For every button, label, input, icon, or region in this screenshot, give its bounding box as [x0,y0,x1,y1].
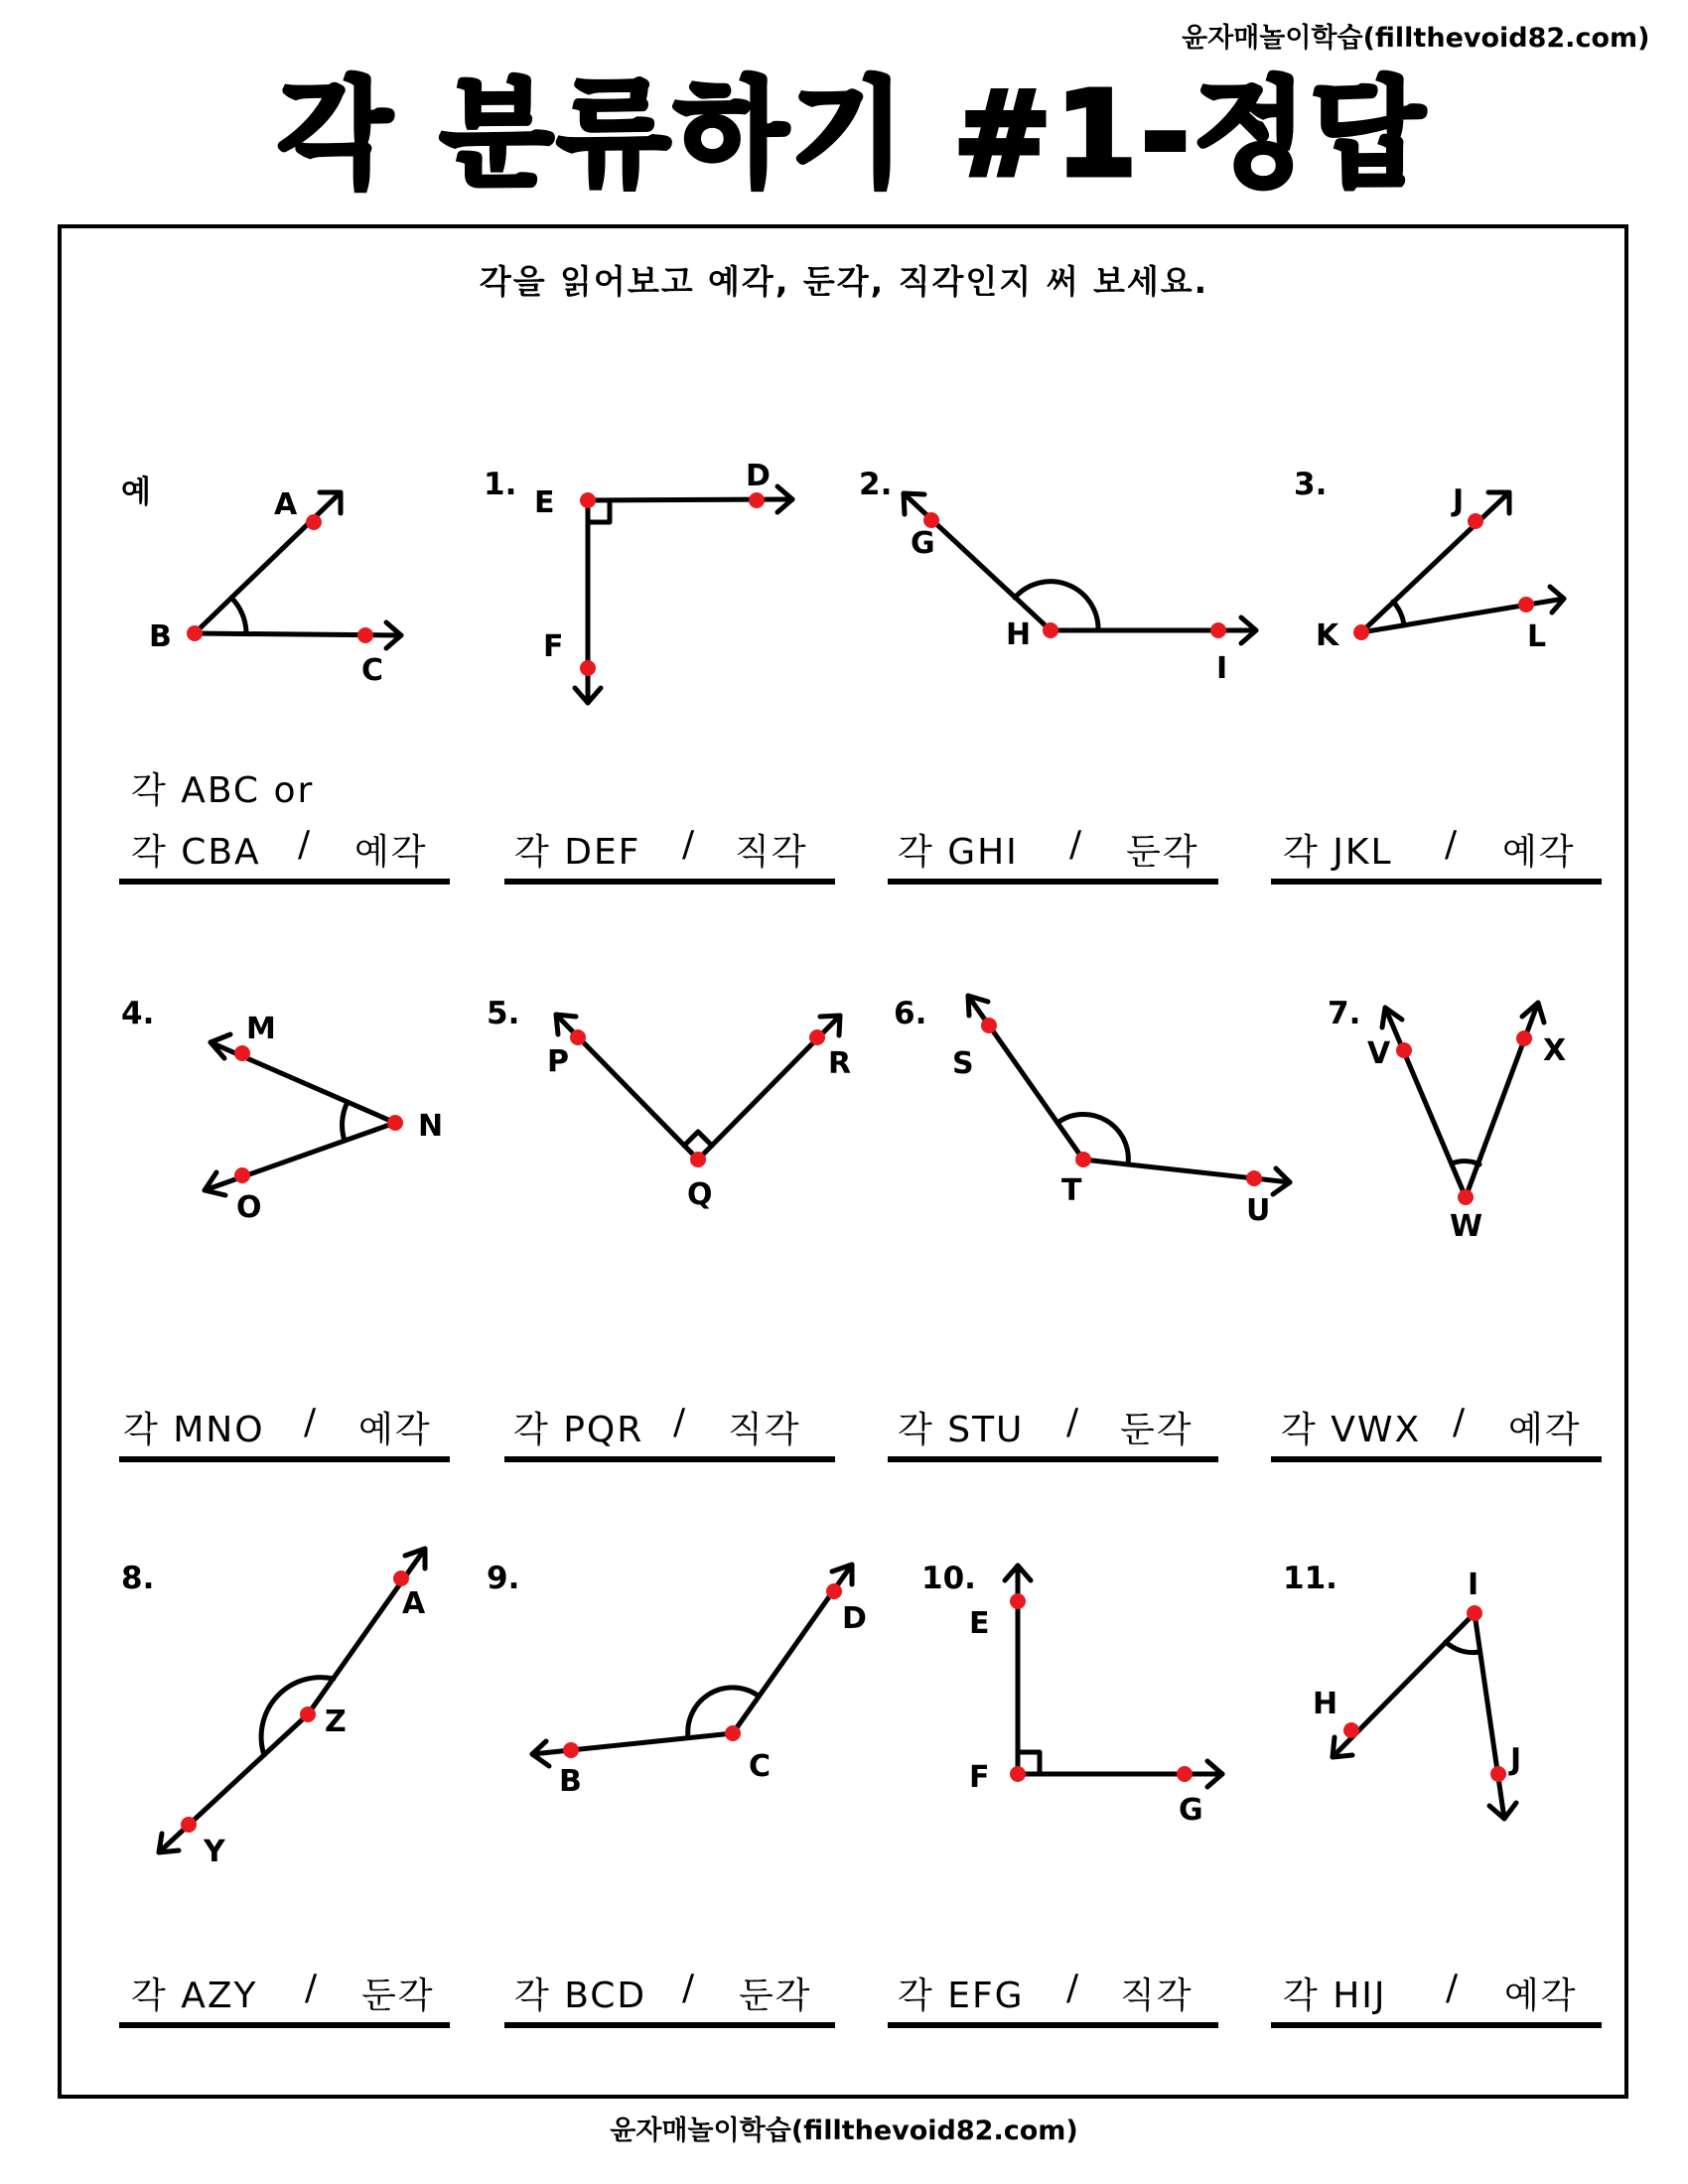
answer-11-name: 각 HIJ [1283,1976,1387,2016]
point [1246,1170,1262,1186]
vertex-label: P [547,1044,569,1079]
point [1468,513,1483,529]
answer-9-name: 각 BCD [514,1976,647,2016]
point [393,1570,409,1586]
answer-5-type: 직각 [728,1410,801,1450]
point [181,1817,197,1833]
vertex-label: L [1527,619,1547,654]
answer-line [119,2022,450,2028]
vertex-label: J [1453,483,1465,518]
vertex-label: O [236,1190,262,1225]
vertex-label: H [1006,617,1032,652]
answer-3-name: 각 JKL [1283,832,1393,873]
point [725,1725,741,1741]
answer-example-name: 각 CBA [131,832,261,873]
angle-diagram-stu [968,996,1290,1194]
vertex-label: F [969,1760,990,1795]
problem-number-10: 10. [921,1561,976,1596]
answer-line [1271,1456,1602,1462]
vertex-label: K [1316,618,1339,653]
point [1075,1152,1091,1167]
vertex-label: D [746,459,771,493]
point [1516,1030,1532,1046]
problem-number-4: 4. [121,996,155,1031]
answer-11-type: 예각 [1504,1976,1578,2016]
vertex-label: A [274,487,298,522]
vertex-label: X [1543,1033,1567,1068]
point [809,1029,825,1045]
answer-6-type: 둔각 [1120,1410,1194,1450]
answer-4-type: 예각 [358,1410,432,1450]
angle-diagram-azy [159,1549,425,1852]
point [306,514,322,530]
angle-diagram-def [575,486,792,703]
problem-number-9: 9. [487,1561,520,1596]
vertex-label: I [1468,1568,1479,1602]
answer-example-type: 예각 [354,832,428,873]
vertex-label: J [1510,1742,1522,1777]
point [234,1167,250,1183]
problem-number-6: 6. [894,996,927,1031]
vertex-label: A [402,1586,426,1621]
answer-example-line1: 각 ABC or [131,770,315,811]
answer-line [504,2022,835,2028]
answer-7-type: 예각 [1508,1410,1582,1450]
answer-line [888,2022,1218,2028]
answer-line [888,879,1218,885]
answer-separator: / [298,824,313,865]
vertex-label: U [1246,1193,1271,1228]
point [387,1115,403,1131]
answer-2-type: 둔각 [1126,832,1199,873]
vertex-label: B [559,1764,582,1799]
angle-diagram-efg [1005,1566,1222,1787]
vertex-label: N [418,1109,444,1144]
point [690,1152,706,1167]
vertex-label: M [246,1012,276,1046]
vertex-label: C [361,653,384,688]
answer-10-name: 각 EFG [898,1976,1025,2016]
angle-diagram-abc [195,492,401,648]
point [1458,1189,1474,1205]
vertex-label: T [1061,1173,1082,1208]
vertex-label: G [911,526,935,561]
vertex-label: G [1179,1793,1203,1828]
point [1210,622,1226,638]
point [580,492,596,508]
page-title: 각 분류하기 #1-정답 [278,66,1429,203]
point [357,627,373,643]
point [1467,1605,1482,1621]
answer-4-name: 각 MNO [123,1410,265,1450]
point [826,1583,842,1599]
point [234,1045,250,1061]
vertex-label: V [1367,1036,1391,1071]
answer-7-name: 각 VWX [1281,1410,1422,1450]
answer-separator: / [305,1968,320,2008]
point [1353,624,1369,640]
answer-separator: / [682,824,697,865]
answer-1-name: 각 DEF [514,832,641,873]
vertex-label: R [828,1046,852,1081]
answer-separator: / [1446,1968,1461,2008]
instruction-text: 각을 읽어보고 예각, 둔각, 직각인지 써 보세요. [479,262,1209,301]
answer-3-type: 예각 [1502,832,1576,873]
answer-separator: / [673,1402,688,1442]
vertex-label: I [1216,651,1228,686]
point [1177,1766,1193,1782]
answer-8-name: 각 AZY [131,1976,258,2016]
problem-number-7: 7. [1328,996,1361,1031]
vertex-label: E [534,485,555,520]
answer-5-name: 각 PQR [513,1410,644,1450]
answer-separator: / [304,1402,319,1442]
angle-diagram-mno [205,1034,395,1195]
vertex-label: Z [325,1705,347,1739]
answer-10-type: 직각 [1120,1976,1194,2016]
answer-line [1271,2022,1602,2028]
point [187,625,203,641]
answer-9-type: 둔각 [739,1976,812,2016]
point [1010,1766,1026,1782]
vertex-label: S [952,1046,974,1081]
header-credit: 윤자매놀이학습(fillthevoid82.com) [1182,23,1650,54]
example-label: 예 [121,475,151,510]
problem-number-8: 8. [121,1561,155,1596]
answer-8-type: 둔각 [361,1976,435,2016]
answer-line [504,1456,835,1462]
vertex-label: W [1450,1209,1483,1244]
vertex-label: Y [204,1835,225,1869]
answer-line [1271,879,1602,885]
answer-separator: / [1453,1402,1468,1442]
vertex-label: E [969,1606,990,1641]
point [1043,622,1058,638]
angle-diagram-bcd [532,1565,852,1766]
angle-diagram-hij [1333,1613,1516,1819]
point [580,660,596,676]
answer-line [119,879,450,885]
answer-separator: / [1066,1402,1081,1442]
vertex-label: F [543,629,564,664]
answer-1-type: 직각 [735,832,808,873]
point [1010,1593,1026,1609]
point [300,1706,316,1722]
problem-number-2: 2. [859,467,893,502]
answer-line [119,1456,450,1462]
vertex-label: H [1313,1687,1338,1721]
answer-separator: / [682,1968,697,2008]
point [1518,597,1534,613]
answer-line [888,1456,1218,1462]
problem-number-3: 3. [1294,467,1328,502]
point [981,1018,997,1033]
footer-credit: 윤자매놀이학습(fillthevoid82.com) [610,2116,1078,2146]
point [563,1742,579,1758]
point [1343,1722,1359,1738]
answer-2-name: 각 GHI [898,832,1019,873]
problem-number-11: 11. [1283,1561,1337,1596]
problem-number-1: 1. [484,467,517,502]
angle-diagram-pqr [556,1015,840,1160]
angle-diagram-ghi [904,493,1256,643]
vertex-label: D [842,1601,867,1636]
point [1490,1766,1506,1782]
point [749,492,765,508]
point [1396,1042,1412,1058]
answer-separator: / [1445,824,1460,865]
answer-separator: / [1069,824,1084,865]
point [570,1029,586,1045]
vertex-label: C [749,1749,772,1784]
answer-line [504,879,835,885]
answer-6-name: 각 STU [898,1410,1025,1450]
answer-separator: / [1066,1968,1081,2008]
vertex-label: B [149,619,172,654]
vertex-label: Q [687,1177,713,1212]
problem-number-5: 5. [487,996,520,1031]
